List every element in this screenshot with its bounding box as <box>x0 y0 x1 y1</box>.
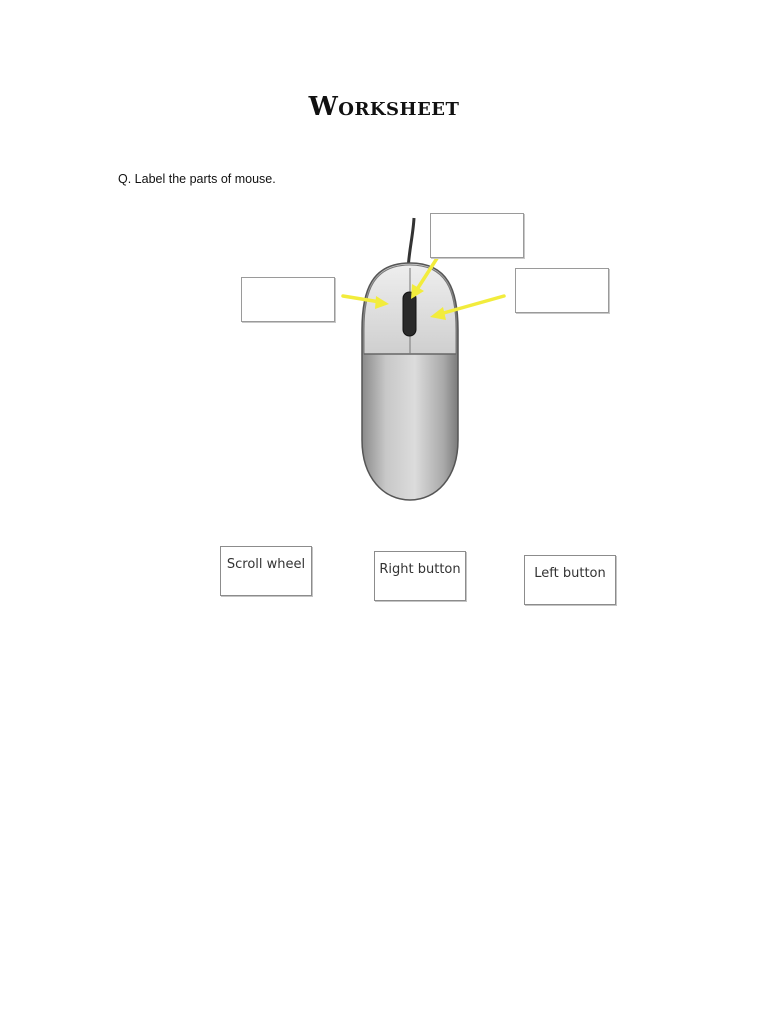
mouse-cable <box>408 218 414 270</box>
word-card-right-button: Right button <box>374 551 466 601</box>
answer-box-right[interactable] <box>515 268 609 313</box>
worksheet-title: Worksheet <box>308 92 460 122</box>
answer-box-left[interactable] <box>241 277 335 322</box>
answer-box-top[interactable] <box>430 213 524 258</box>
word-card-left-button: Left button <box>524 555 616 605</box>
question-text: Q. Label the parts of mouse. <box>118 172 276 186</box>
word-card-scroll-wheel: Scroll wheel <box>220 546 312 596</box>
scroll-wheel-shape <box>403 292 416 336</box>
